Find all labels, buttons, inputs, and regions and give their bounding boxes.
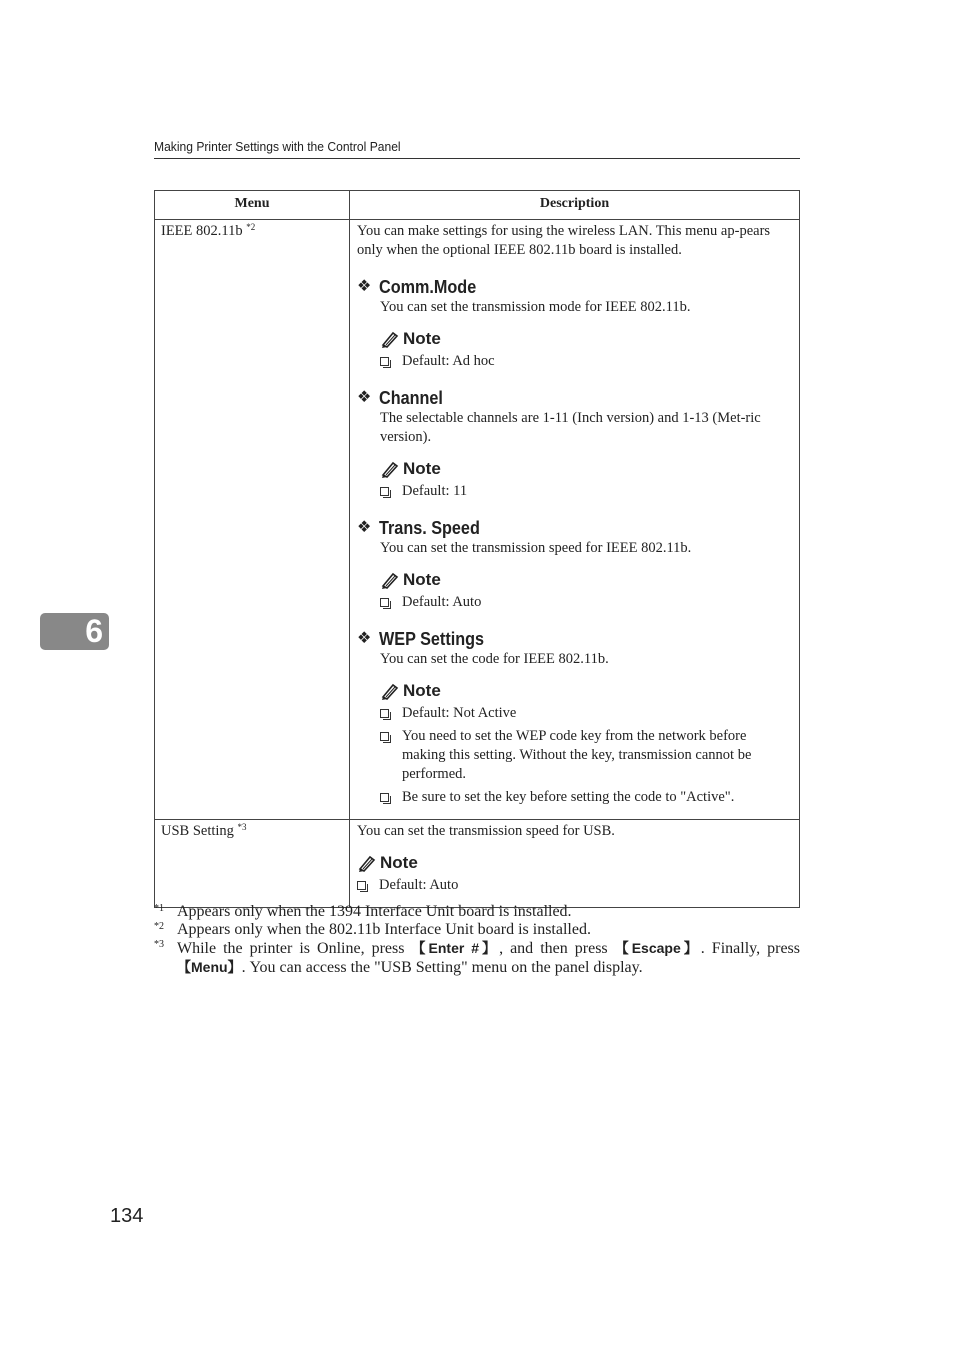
footnote: *2 Appears only when the 802.11b Interface Unit board is installed. [154, 921, 591, 938]
footnote-ref: *3 [237, 822, 247, 832]
table-row [155, 820, 800, 908]
item-title: Comm.Mode [379, 277, 477, 297]
pencil-note-icon [380, 330, 400, 348]
table-row [155, 220, 800, 820]
table-header-row [155, 191, 800, 220]
description-cell [350, 220, 800, 820]
item-text: You can set the transmission speed for IEEE 802.11b. [380, 540, 692, 556]
row-intro: You can make settings for using the wireless LAN. This menu ap-pears only when the optional IEEE 802.11b board is installed. [357, 223, 771, 258]
note-block [357, 852, 792, 895]
diamond-bullet-icon: ❖ [357, 389, 372, 406]
item-text: You can set the transmission mode for IEEE 802.11b. [380, 299, 691, 315]
list-item: Default: Not Active [380, 704, 792, 723]
checkbox-bullet-icon [380, 357, 389, 366]
footnotes [154, 903, 800, 977]
chapter-number: 6 [85, 613, 103, 649]
note-label: Note [380, 853, 418, 872]
item-title: WEP Settings [379, 629, 485, 649]
checkbox-bullet-icon [380, 732, 389, 741]
column-header-description: Description [350, 191, 800, 220]
setting-item [357, 387, 792, 501]
menu-cell [155, 220, 350, 820]
note-block [380, 458, 792, 501]
pencil-note-icon [380, 682, 400, 700]
note-label: Note [403, 459, 441, 478]
footnote: *3 While the printer is Online, press 【Enter #】, and then press 【Escape】. Finally, press 【Menu】. You can access the "USB Setting" menu on the panel display. [154, 939, 801, 976]
note-label: Note [403, 570, 441, 589]
key-enter: 【Enter #】 [411, 940, 500, 956]
item-title: Trans. Speed [379, 518, 480, 538]
footnote-ref: *2 [246, 222, 256, 232]
checkbox-bullet-icon [380, 598, 389, 607]
pencil-note-icon [380, 571, 400, 589]
note-label: Note [403, 329, 441, 348]
menu-cell [155, 820, 350, 908]
row-intro: You can set the transmission speed for USB. [357, 823, 615, 839]
key-menu: 【Menu】 [177, 959, 242, 975]
pencil-note-icon [357, 854, 377, 872]
menu-name: IEEE 802.11b [161, 223, 243, 239]
checkbox-bullet-icon [380, 793, 389, 802]
list-item: Default: Auto [357, 876, 792, 895]
setting-item [357, 517, 792, 612]
checkbox-bullet-icon [357, 881, 366, 890]
diamond-bullet-icon: ❖ [357, 630, 372, 647]
list-item: Default: Ad hoc [380, 352, 792, 371]
item-text: The selectable channels are 1-11 (Inch version) and 1-13 (Met-ric version). [380, 410, 761, 445]
checkbox-bullet-icon [380, 709, 389, 718]
list-item: Default: 11 [380, 482, 792, 501]
chapter-tab [40, 613, 109, 650]
note-label: Note [403, 681, 441, 700]
item-text: You can set the code for IEEE 802.11b. [380, 651, 609, 667]
column-header-menu: Menu [155, 191, 350, 220]
page-number: 134 [110, 1205, 144, 1227]
item-title: Channel [379, 388, 443, 408]
setting-item [357, 628, 792, 807]
running-header: Making Printer Settings with the Control Panel [154, 139, 401, 154]
list-item: You need to set the WEP code key from the network before making this setting. Without the key, transmission cannot be performed. [380, 727, 792, 784]
diamond-bullet-icon: ❖ [357, 278, 372, 295]
menu-name: USB Setting [161, 823, 234, 839]
list-item: Be sure to set the key before setting the code to "Active". [380, 788, 792, 807]
key-escape: 【Escape】 [614, 940, 701, 956]
list-item: Default: Auto [380, 593, 792, 612]
header-rule [154, 158, 800, 159]
setting-item [357, 276, 792, 371]
checkbox-bullet-icon [380, 487, 389, 496]
pencil-note-icon [380, 460, 400, 478]
note-block [380, 569, 792, 612]
footnote: *1 Appears only when the 1394 Interface Unit board is installed. [154, 903, 572, 920]
settings-table [154, 190, 800, 908]
description-cell [350, 820, 800, 908]
note-block [380, 328, 792, 371]
note-block [380, 680, 792, 807]
diamond-bullet-icon: ❖ [357, 519, 372, 536]
